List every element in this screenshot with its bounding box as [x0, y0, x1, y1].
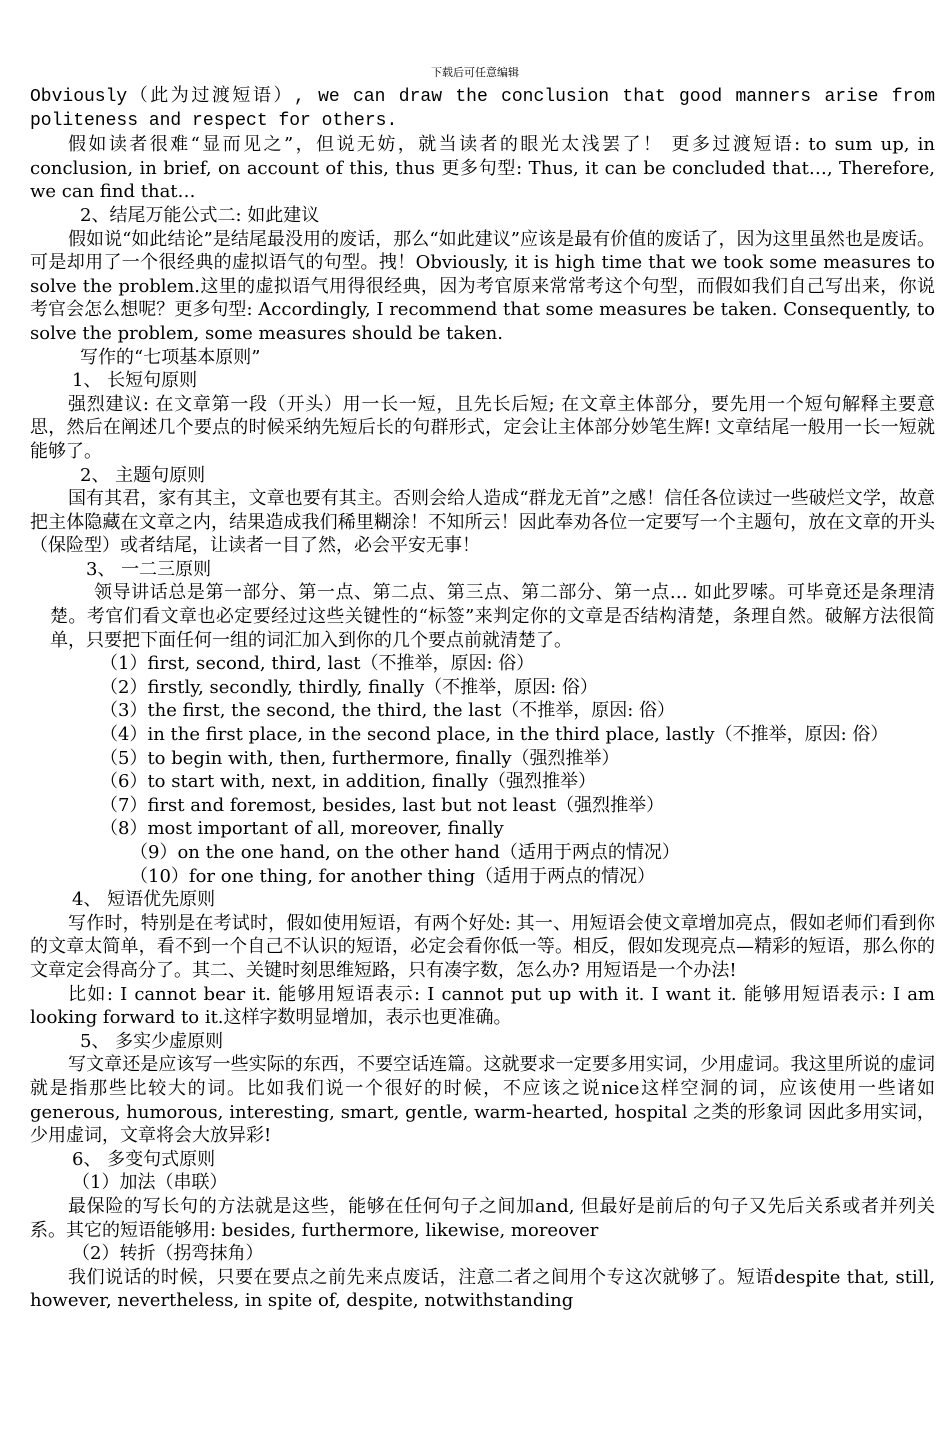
list-item: （1）first, second, third, last（不推举，原因: 俗） [100, 653, 535, 675]
list-item: （10）for one thing, for another thing（适用于两点的情况） [130, 865, 656, 887]
list-item: （4）in the first place, in the second place, in the third place, lastly（不推举，原因: 俗） [100, 724, 889, 746]
heading-addition: （1）加法（串联） [72, 1172, 228, 1194]
paragraph-principle-2: 国有其君，家有其主，文章也要有其主。否则会给人造成“群龙无首”之感！信任各位读过一些破烂文学，故意把主体隐藏在文章之内，结果造成我们稀里糊涂！不知所云！因此奉劝各位一定要写一个主题句，放在文章的开头（保险型）或者结尾，让读者一目了然，必会平安无事！ [30, 488, 935, 557]
list-item: （6）to start with, next, in addition, finally（强烈推举） [100, 771, 596, 793]
paragraph-principle-5: 写文章还是应该写一些实际的东西，不要空话连篇。这就要求一定要多用实词，少用虚词。我这里所说的虚词就是指那些比较大的词。比如我们说一个很好的时候，不应该之说nice这样空洞的词，应该使用一些诸如generous, humorous, interesting, smart, gentle, warm-hearted, hospital 之类的形象词 因此多用实词，少用虚词，文章将会大放异彩! [30, 1054, 935, 1147]
heading-principle-4: 4、 短语优先原则 [72, 889, 216, 911]
paragraph-obviously: Obviously（此为过渡短语）, we can draw the conclusion that good manners arise from politeness and respect for others. [30, 87, 935, 131]
paragraph-transition-phrases: 假如读者很难“显而见之”，但说无妨，就当读者的眼光太浅罢了！ 更多过渡短语: to sum up, in conclusion, in brief, on account of this, thus 更多句型: Thus, it can be concluded that…, Therefore, we can find that… [30, 134, 935, 203]
paragraph-principle-4: 写作时，特别是在考试时，假如使用短语，有两个好处: 其一、用短语会使文章增加亮点，假如老师们看到你的文章太简单，看不到一个自己不认识的短语，必定会看你低一等。相反，假如发现亮点—精彩的短语，那么你的文章定会得高分了。其二、关键时刻思维短路，只有凑字数，怎么办? 用短语是一个办法! [30, 912, 935, 981]
heading-principle-6: 6、 多变句式原则 [72, 1148, 216, 1170]
paragraph-principle-1: 强烈建议: 在文章第一段（开头）用一长一短，且先长后短; 在文章主体部分，要先用一个短句解释主要意思，然后在阐述几个要点的时候采纳先短后长的句群形式，定会让主体部分妙笔生辉! 文章结尾一般用一长一短就能够了。 [30, 393, 935, 462]
list-item: （3）the first, the second, the third, the last（不推举，原因: 俗） [100, 700, 676, 722]
list-item: （2）firstly, secondly, thirdly, finally（不推举，原因: 俗） [100, 676, 598, 698]
heading-principle-1: 1、 长短句原则 [72, 370, 198, 392]
list-item: （5）to begin with, then, furthermore, finally（强烈推举） [100, 747, 620, 769]
paragraph-phrase-example: 比如: I cannot bear it. 能够用短语表示: I cannot put up with it. I want it. 能够用短语表示: I am looking forward to it.这样字数明显增加，表示也更准确。 [30, 983, 935, 1029]
heading-principle-5: 5、 多实少虚原则 [80, 1030, 224, 1052]
page-header: 下载后可任意编辑 [431, 66, 519, 79]
heading-principle-2: 2、 主题句原则 [80, 464, 206, 486]
heading-ending-formula-2: 2、结尾万能公式二: 如此建议 [80, 204, 320, 226]
heading-transition: （2）转折（拐弯抹角） [72, 1243, 264, 1265]
list-item: （8）most important of all, moreover, finally [100, 818, 504, 840]
heading-seven-principles: 写作的“七项基本原则” [80, 346, 261, 368]
paragraph-addition: 最保险的写长句的方法就是这些，能够在任何句子之间加and, 但最好是前后的句子又先后关系或者并列关系。其它的短语能够用: besides, furthermore, likewise, moreover [30, 1195, 935, 1241]
heading-principle-3: 3、 一二三原则 [86, 558, 212, 580]
list-item: （7）first and foremost, besides, last but not least（强烈推举） [100, 794, 665, 816]
paragraph-transition: 我们说话的时候，只要在要点之前先来点废话，注意二者之间用个专这次就够了。短语despite that, still, however, nevertheless, in spite of, despite, notwithstanding [30, 1266, 935, 1312]
paragraph-suggestion: 假如说“如此结论”是结尾最没用的废话，那么“如此建议”应该是最有价值的废话了，因为这里虽然也是废话。可是却用了一个很经典的虚拟语气的句型。拽！Obviously, it is high time that we took some measures to solve the problem.这里的虚拟语气用得很经典，因为考官原来常常考这个句型，而假如我们自己写出来，你说考官会怎么想呢？更多句型: Accordingly, I recommend that some measures be taken. Consequently, to solve the problem, some measures should be taken. [30, 228, 935, 344]
document-body [30, 86, 935, 1313]
paragraph-principle-3: 领导讲话总是第一部分、第一点、第二点、第三点、第二部分、第一点… 如此罗嗦。可毕竟还是条理清楚。考官们看文章也必定要经过这些关键性的“标签”来判定你的文章是否结构清楚，条理自然。破解方法很简单，只要把下面任何一组的词汇加入到你的几个要点前就清楚了。 [50, 582, 935, 651]
list-item: （9）on the one hand, on the other hand（适用于两点的情况） [130, 842, 680, 863]
